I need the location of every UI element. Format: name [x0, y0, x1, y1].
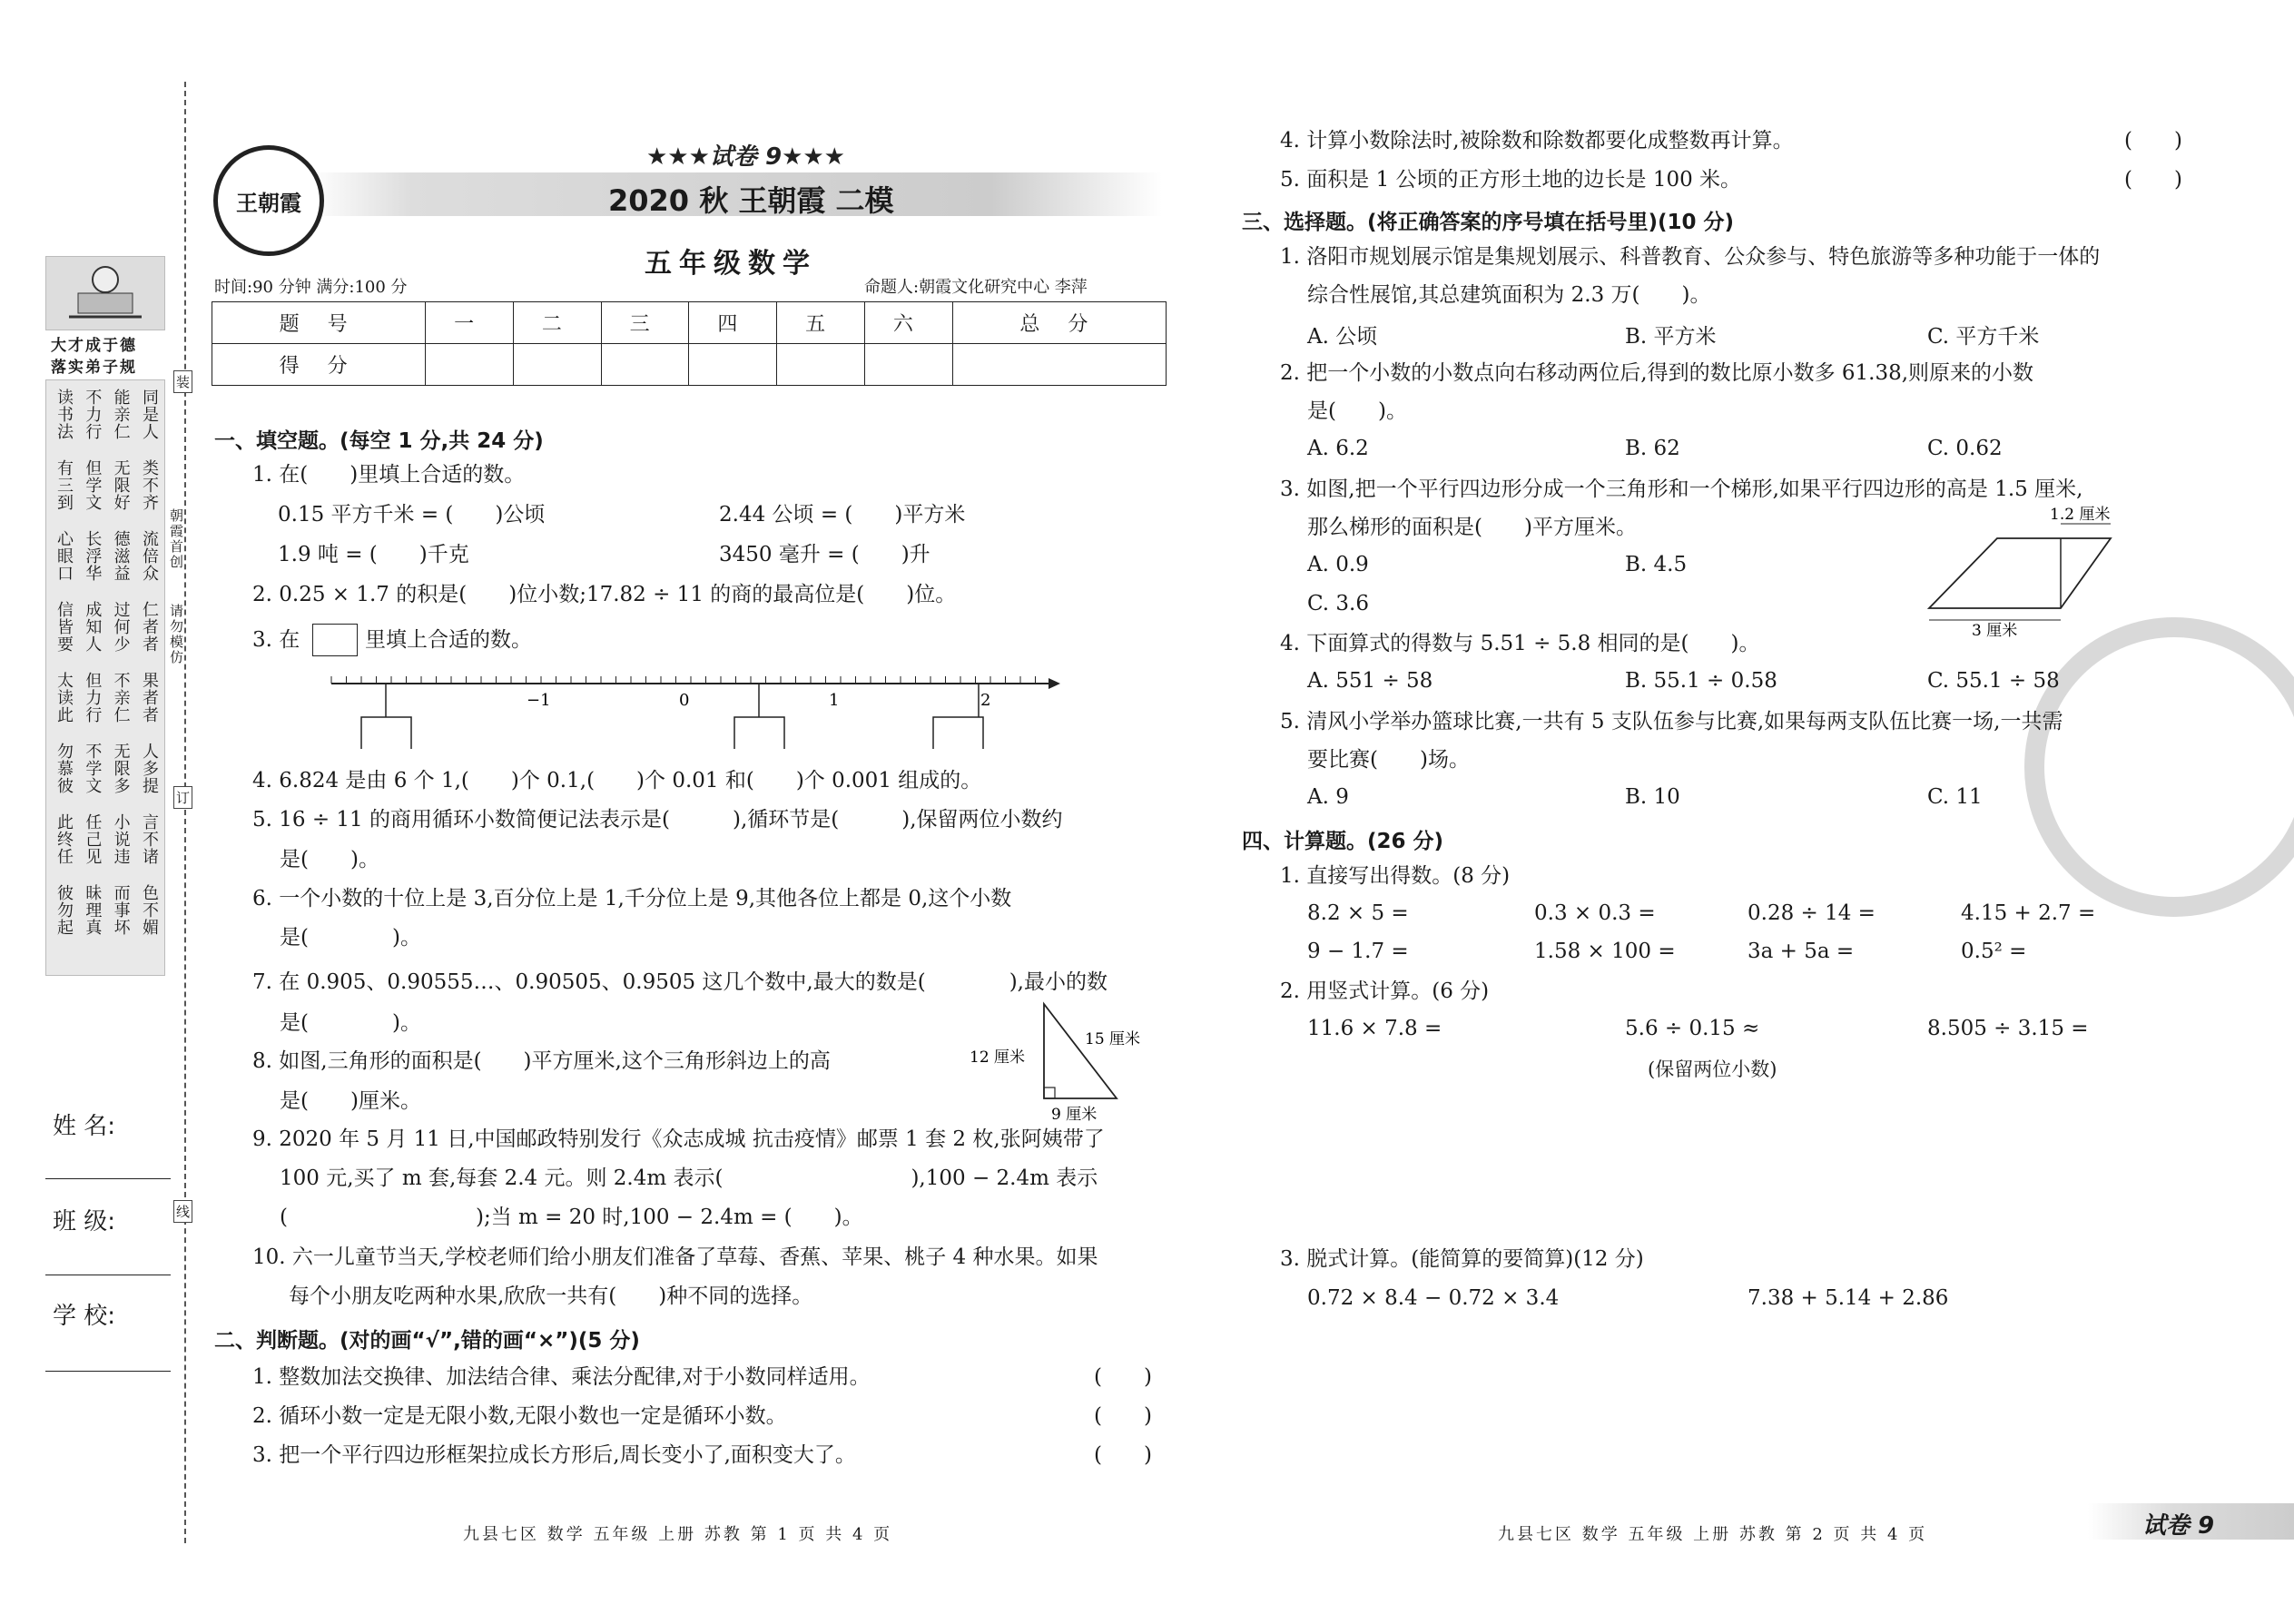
s3-option[interactable]: A. 9 — [1307, 785, 1349, 809]
school-label: 学 校: — [53, 1303, 116, 1330]
calc-item: 4.15 + 2.7 = — [1961, 901, 2096, 925]
score-cell[interactable] — [952, 344, 1166, 386]
s1-q1c: 1.9 吨 = ( )千克 — [278, 543, 469, 566]
numline-label: 2 — [980, 691, 991, 710]
tri-label-a: 12 厘米 — [970, 1048, 1026, 1067]
score-header-cell: 总 分 — [952, 302, 1166, 344]
s3-option[interactable]: A. 6.2 — [1307, 437, 1369, 460]
s1-q6b: 是( )。 — [280, 926, 421, 950]
s1-q2: 2. 0.25 × 1.7 的积是( )位小数;17.82 ÷ 11 的商的最高位是( )位。 — [252, 583, 957, 606]
s3-option[interactable]: B. 4.5 — [1625, 553, 1688, 576]
calc-item: 8.2 × 5 = — [1307, 901, 1409, 925]
title-small: ★★★试卷 9★★★ — [646, 143, 845, 171]
poem-group — [53, 884, 160, 942]
score-cell[interactable] — [601, 344, 689, 386]
poem-column: 小说违 — [111, 813, 131, 865]
poem-column: 类不齐 — [139, 459, 159, 511]
para-label-top: 1.2 厘米 — [2050, 506, 2111, 524]
s3-option[interactable]: A. 0.9 — [1307, 553, 1369, 576]
side-text-1: 朝霞首创 — [168, 508, 184, 570]
s3-q1b: 综合性展馆,其总建筑面积为 2.3 万( )。 — [1307, 283, 1711, 307]
s1-q3b: 里填上合适的数。 — [365, 628, 532, 652]
poem-column: 过何少 — [111, 601, 131, 653]
score-header-cell: 六 — [864, 302, 952, 344]
poem-column: 此终任 — [54, 813, 74, 865]
sidebar-poem — [53, 389, 160, 955]
s3-option[interactable]: A. 公顷 — [1307, 325, 1378, 349]
sidebar-slogan-1: 大才成于德 — [51, 337, 137, 355]
name-field[interactable] — [45, 1178, 171, 1179]
s2-paren[interactable]: ( ) — [1094, 1404, 1152, 1428]
s1-q5a: 5. 16 ÷ 11 的商用循环小数简便记法表示是( ),循环节是( ),保留两位小数约 — [252, 808, 1063, 832]
bind-mark-xian: 线 — [173, 1200, 192, 1223]
triangle-figure — [962, 999, 1207, 1126]
poem-column: 彼勿起 — [54, 884, 74, 936]
s3-q3a: 3. 如图,把一个平行四边形分成一个三角形和一个梯形,如果平行四边形的高是 1.5 厘米, — [1280, 477, 2083, 501]
poem-column: 人多提 — [139, 743, 159, 794]
poem-group — [53, 389, 160, 447]
footer-left: 九县七区 数学 五年级 上册 苏教 第 1 页 共 4 页 — [463, 1525, 893, 1544]
poem-column: 成知人 — [83, 601, 103, 653]
s2-paren[interactable]: ( ) — [1094, 1443, 1152, 1467]
s4-q1: 1. 直接写出得数。(8 分) — [1280, 864, 1511, 888]
poem-column: 但力行 — [83, 672, 103, 723]
side-text-2: 请勿模仿 — [168, 604, 184, 665]
s2-paren[interactable]: ( ) — [2124, 168, 2182, 192]
s1-q1: 1. 在( )里填上合适的数。 — [252, 463, 526, 487]
s2-paren[interactable]: ( ) — [2124, 129, 2182, 153]
s1-q9b: 100 元,买了 m 套,每套 2.4 元。则 2.4m 表示( ),100 − 2.4m 表示 — [280, 1166, 1098, 1190]
binding-line — [184, 82, 186, 1543]
poem-column: 不亲仁 — [111, 672, 131, 723]
numline-answer-box[interactable] — [933, 717, 983, 749]
poem-group — [53, 813, 160, 871]
score-header-cell: 四 — [689, 302, 777, 344]
poem-column: 同是人 — [139, 389, 159, 440]
poem-column: 无限多 — [111, 743, 131, 794]
calc-item: 1.58 × 100 = — [1534, 940, 1676, 963]
poem-column: 言不诸 — [139, 813, 159, 865]
exam-title: 2020 秋 王朝霞 二模 — [608, 183, 894, 218]
s3-q5b: 要比赛( )场。 — [1307, 748, 1470, 772]
s2-item: 2. 循环小数一定是无限小数,无限小数也一定是循环小数。 — [252, 1404, 787, 1428]
score-cell[interactable] — [689, 344, 777, 386]
calc-item: 9 − 1.7 = — [1307, 940, 1409, 963]
s1-q4: 4. 6.824 是由 6 个 1,( )个 0.1,( )个 0.01 和( )个 0.001 组成的。 — [252, 769, 982, 792]
s3-q1a: 1. 洛阳市规划展示馆是集规划展示、科普教育、公众参与、特色旅游等多种功能于一体的 — [1280, 245, 2101, 269]
s2-item: 5. 面积是 1 公顷的正方形土地的边长是 100 米。 — [1280, 168, 1742, 192]
s2-item: 4. 计算小数除法时,被除数和除数都要化成整数再计算。 — [1280, 129, 1794, 153]
s1-q1a: 0.15 平方千米 = ( )公顷 — [278, 503, 546, 527]
s3-q2b: 是( )。 — [1307, 399, 1407, 423]
poem-column: 但学文 — [83, 459, 103, 511]
calc-item: 11.6 × 7.8 = — [1307, 1017, 1442, 1040]
sidebar-slogan-2: 落实弟子规 — [51, 359, 137, 377]
poem-column: 昧理真 — [83, 884, 103, 936]
number-line — [327, 667, 1071, 749]
s1-q7a: 7. 在 0.905、0.90555…、0.90505、0.9505 这几个数中,最大的数是( ),最小的数 — [252, 970, 1108, 994]
numline-label: 0 — [679, 691, 690, 710]
poem-column: 有三到 — [54, 459, 74, 511]
poem-column: 不学文 — [83, 743, 103, 794]
poem-column: 心眼口 — [54, 530, 74, 582]
author-info: 命题人:朝霞文化研究中心 李萍 — [864, 278, 1088, 297]
s3-option[interactable]: B. 62 — [1625, 437, 1680, 460]
score-cell[interactable] — [513, 344, 601, 386]
tri-label-c: 9 厘米 — [1051, 1106, 1098, 1124]
s2-item: 3. 把一个平行四边形框架拉成长方形后,周长变小了,面积变大了。 — [252, 1443, 856, 1467]
score-cell[interactable] — [777, 344, 865, 386]
s3-option[interactable]: B. 平方米 — [1625, 325, 1717, 349]
calc-item: 7.38 + 5.14 + 2.86 — [1748, 1286, 1949, 1310]
para-label-bottom: 3 厘米 — [1972, 622, 2018, 640]
seal-watermark — [2024, 617, 2294, 917]
score-cell[interactable] — [864, 344, 952, 386]
s3-option[interactable]: A. 551 ÷ 58 — [1307, 669, 1433, 693]
section4-title: 四、计算题。(26 分) — [1242, 830, 1444, 853]
parallelogram-figure — [1915, 504, 2133, 640]
calc-item: 8.505 ÷ 3.15 = — [1927, 1017, 2089, 1040]
rounding-note: (保留两位小数) — [1648, 1058, 1777, 1080]
s3-option[interactable]: C. 55.1 ÷ 58 — [1927, 669, 2060, 693]
s3-option[interactable]: C. 平方千米 — [1927, 325, 2040, 349]
s1-q1b: 2.44 公顷 = ( )平方米 — [719, 503, 966, 527]
time-info: 时间:90 分钟 满分:100 分 — [214, 278, 408, 297]
poem-column: 果者者 — [139, 672, 159, 723]
s1-q9c: ( );当 m = 20 时,100 − 2.4m = ( )。 — [280, 1206, 863, 1229]
tri-label-b: 15 厘米 — [1085, 1030, 1141, 1048]
poem-column: 不力行 — [83, 389, 103, 440]
poem-group — [53, 601, 160, 659]
poem-group — [53, 672, 160, 730]
section3-title: 三、选择题。(将正确答案的序号填在括号里)(10 分) — [1242, 211, 1735, 234]
score-header-cell: 二 — [513, 302, 601, 344]
poem-column: 读书法 — [54, 389, 74, 440]
calc-item: 0.72 × 8.4 − 0.72 × 3.4 — [1307, 1286, 1560, 1310]
calc-item: 0.28 ÷ 14 = — [1748, 901, 1876, 925]
school-field[interactable] — [45, 1371, 171, 1372]
s3-option[interactable]: B. 10 — [1625, 785, 1680, 809]
s3-q5a: 5. 清风小学举办篮球比赛,一共有 5 支队伍参与比赛,如果每两支队伍比赛一场,一共需 — [1280, 710, 2063, 733]
sidebar-figure — [45, 256, 165, 330]
poem-column: 勿慕彼 — [54, 743, 74, 794]
poem-column: 而事坏 — [111, 884, 131, 936]
numline-label: −1 — [527, 691, 551, 710]
s1-q7b: 是( )。 — [280, 1011, 421, 1035]
numline-label: 1 — [829, 691, 840, 710]
score-header-cell: 三 — [601, 302, 689, 344]
footer-badge: 试卷 9 — [2142, 1512, 2215, 1540]
s3-option[interactable]: C. 0.62 — [1927, 437, 2003, 460]
bind-mark-ding: 订 — [173, 786, 192, 809]
poem-column: 能亲仁 — [111, 389, 131, 440]
s1-q9a: 9. 2020 年 5 月 11 日,中国邮政特别发行《众志成城 抗击疫情》邮票 1 套 2 枚,张阿姨带了 — [252, 1127, 1105, 1151]
score-table — [212, 301, 1167, 386]
subject-title: 五年级数学 — [645, 248, 817, 280]
poem-group — [53, 530, 160, 588]
s1-q3: 3. 在 — [252, 628, 300, 652]
s3-option[interactable]: C. 11 — [1927, 785, 1983, 809]
poem-column: 德滋益 — [111, 530, 131, 582]
calc-item: 0.3 × 0.3 = — [1534, 901, 1656, 925]
poem-group — [53, 459, 160, 517]
s1-q8b: 是( )厘米。 — [280, 1089, 421, 1113]
score-row-label: 得 分 — [212, 344, 426, 386]
s1-q1d: 3450 毫升 = ( )升 — [719, 543, 930, 566]
poem-column: 任己见 — [83, 813, 103, 865]
s3-q3b: 那么梯形的面积是( )平方厘米。 — [1307, 516, 1637, 539]
s2-paren[interactable]: ( ) — [1094, 1365, 1152, 1389]
score-header-cell: 五 — [777, 302, 865, 344]
poem-column: 仁者者 — [139, 601, 159, 653]
s1-q3-box — [312, 624, 358, 656]
poem-column: 色不媚 — [139, 884, 159, 936]
score-cell[interactable] — [426, 344, 514, 386]
bind-mark-zhuang: 装 — [173, 370, 192, 393]
poem-group — [53, 743, 160, 801]
score-header-cell: 一 — [426, 302, 514, 344]
logo-text: 王朝霞 — [236, 190, 301, 216]
s4-q2: 2. 用竖式计算。(6 分) — [1280, 979, 1490, 1003]
numline-answer-box[interactable] — [734, 717, 784, 749]
poem-column: 无限好 — [111, 459, 131, 511]
footer-right: 九县七区 数学 五年级 上册 苏教 第 2 页 共 4 页 — [1498, 1525, 1928, 1544]
poem-column: 太读此 — [54, 672, 74, 723]
s3-q2a: 2. 把一个小数的小数点向右移动两位后,得到的数比原小数多 61.38,则原来的小数 — [1280, 361, 2034, 385]
class-label: 班 级: — [53, 1208, 116, 1235]
poem-column: 信皆要 — [54, 601, 74, 653]
s3-q4: 4. 下面算式的得数与 5.51 ÷ 5.8 相同的是( )。 — [1280, 632, 1760, 655]
section2-title: 二、判断题。(对的画“√”,错的画“×”)(5 分) — [214, 1329, 640, 1353]
scholar-icon — [46, 257, 164, 330]
s1-q5b: 是( )。 — [280, 848, 379, 871]
poem-column: 流倍众 — [139, 530, 159, 582]
s1-q8a: 8. 如图,三角形的面积是( )平方厘米,这个三角形斜边上的高 — [252, 1049, 831, 1073]
name-label: 姓 名: — [53, 1113, 116, 1140]
s2-item: 1. 整数加法交换律、加法结合律、乘法分配律,对于小数同样适用。 — [252, 1365, 871, 1389]
s1-q10a: 10. 六一儿童节当天,学校老师们给小朋友们准备了草莓、香蕉、苹果、桃子 4 种水果。如果 — [252, 1245, 1098, 1269]
s3-option[interactable]: B. 55.1 ÷ 0.58 — [1625, 669, 1777, 693]
section1-title: 一、填空题。(每空 1 分,共 24 分) — [214, 429, 544, 453]
score-header-cell: 题 号 — [212, 302, 426, 344]
poem-column: 长浮华 — [83, 530, 103, 582]
calc-item: 0.5² = — [1961, 940, 2027, 963]
calc-item: 3a + 5a = — [1748, 940, 1855, 963]
numline-answer-box[interactable] — [361, 717, 411, 749]
s1-q10b: 每个小朋友吃两种水果,欣欣一共有( )种不同的选择。 — [289, 1284, 813, 1308]
calc-item: 5.6 ÷ 0.15 ≈ — [1625, 1017, 1760, 1040]
s4-q3: 3. 脱式计算。(能简算的要简算)(12 分) — [1280, 1247, 1644, 1271]
s3-option[interactable]: C. 3.6 — [1307, 592, 1369, 615]
s1-q6a: 6. 一个小数的十位上是 3,百分位上是 1,千分位上是 9,其他各位上都是 0,这个小数 — [252, 887, 1012, 910]
logo — [213, 145, 324, 256]
